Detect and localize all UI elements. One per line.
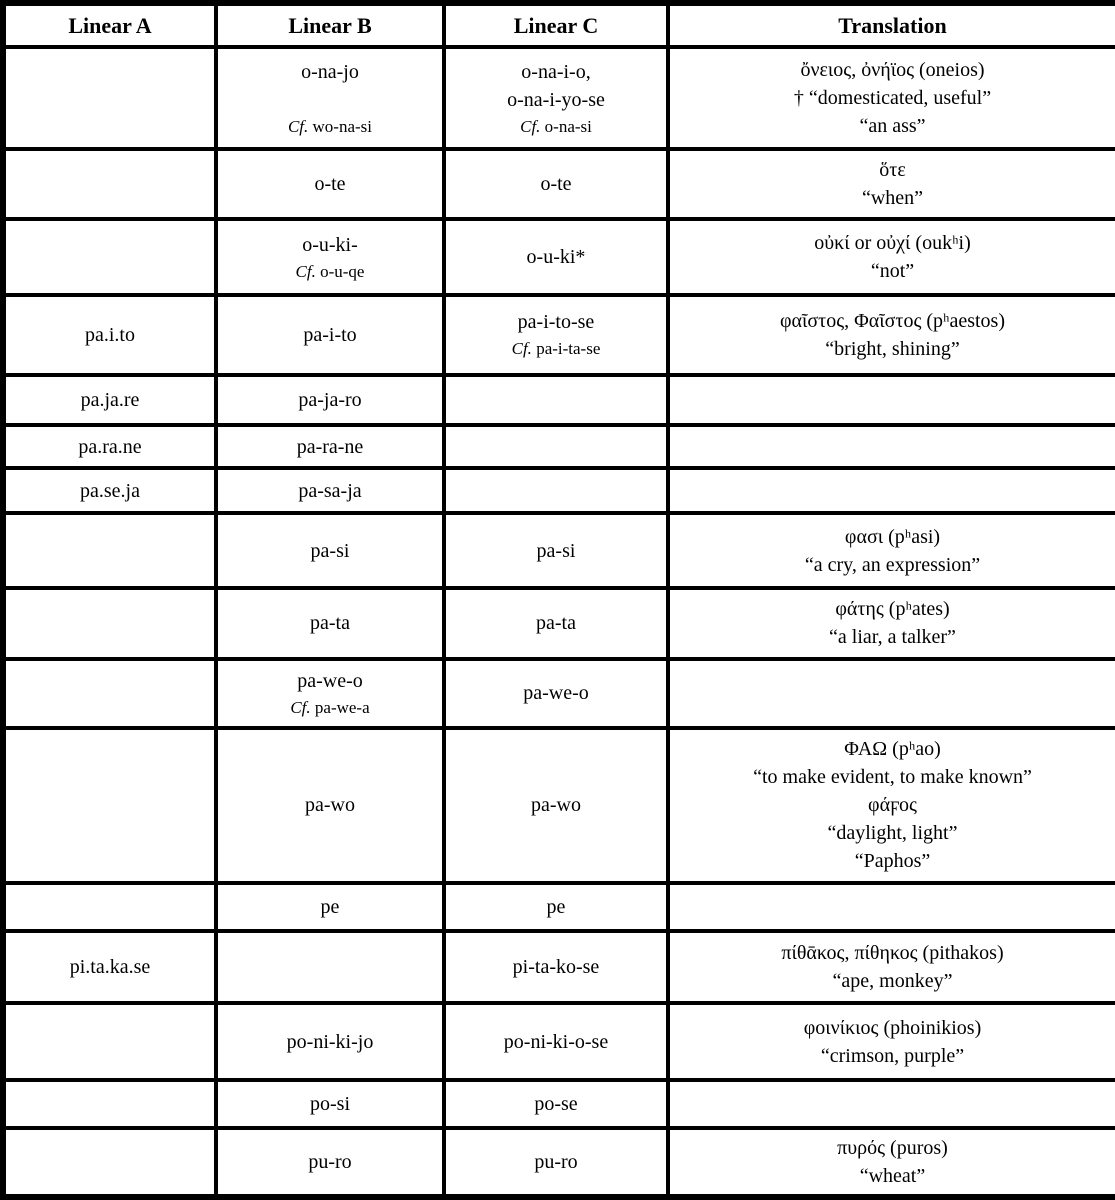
cell-line: pa-we-o [523,682,589,705]
cell-line: φοινίκιος (phoinikios) [803,1016,982,1039]
cell-linear-c [444,47,668,149]
cell-linear-c [444,883,668,931]
cell-line: πυρός (puros) [837,1136,948,1159]
table-row [3,883,1115,931]
table-row [3,931,1115,1003]
cell-translation [668,883,1115,931]
cell-linear-a [3,295,216,375]
cell-line: o-te [314,173,346,196]
cell-line: φαῖστος, Φαῖστος (pʰaestos) [780,309,1005,332]
cell-line: “an ass” [859,115,926,138]
column-header-linear-b: Linear B [216,3,444,47]
cell-line: ὄνειος, ὀνήϊος (oneios) [800,59,985,82]
cell-line: pu-ro [308,1150,352,1173]
cell-line: pa-ja-ro [298,388,362,411]
cell-line: “bright, shining” [825,337,960,360]
column-header-translation: Translation [668,3,1115,47]
table-row [3,468,1115,513]
cell-linear-b [216,219,444,294]
cell-line: pe [546,896,566,919]
cell-linear-a [3,149,216,219]
cell-line: pa.se.ja [80,479,140,502]
cell-line: pa-i-to-se [517,311,595,334]
cell-line: pa-sa-ja [298,479,362,502]
table-row [3,1003,1115,1079]
cell-linear-a [3,47,216,149]
cell-line: pa.i.to [85,323,135,346]
cell-line: pa-ta [536,612,576,635]
cell-linear-a [3,883,216,931]
cell-line: φάϝος [868,794,917,817]
cell-line: po-si [310,1092,350,1115]
cell-line: “wheat” [859,1164,926,1187]
cell-linear-c [444,659,668,728]
cell-line: “not” [870,260,915,283]
cell-linear-b [216,149,444,219]
table-row [3,149,1115,219]
cell-line: ΦΑΩ (pʰao) [844,738,941,761]
cell-linear-c [444,295,668,375]
cell-linear-b [216,425,444,468]
cell-line: pu-ro [534,1150,578,1173]
cell-linear-c [444,1003,668,1079]
cell-linear-b [216,1080,444,1128]
cell-translation [668,1003,1115,1079]
cell-line: φάτης (pʰates) [835,598,950,621]
cell-line: pa-we-o [297,669,363,692]
table-row [3,1080,1115,1128]
cell-linear-b [216,1003,444,1079]
cell-line: “to make evident, to make known” [753,766,1032,789]
cell-line: “Paphos” [854,850,931,873]
cell-line: pi-ta-ko-se [512,956,600,979]
cell-linear-b [216,931,444,1003]
cell-translation [668,425,1115,468]
cell-line: o-te [540,173,572,196]
cell-linear-a [3,659,216,728]
table-row [3,375,1115,425]
cell-linear-b [216,468,444,513]
table-row [3,425,1115,468]
cell-translation [668,728,1115,883]
cell-line: po-ni-ki-o-se [503,1030,609,1053]
cell-translation [668,1128,1115,1197]
table-body [3,47,1115,1197]
cf-label: Cf. [511,339,532,359]
cell-linear-b [216,47,444,149]
cell-line: o-na-i-o, [521,60,591,83]
table-row [3,47,1115,149]
cell-line: o-u-ki* [526,246,586,269]
cell-linear-c [444,468,668,513]
cell-linear-a [3,728,216,883]
cell-line: pa-ta [310,612,350,635]
cell-line: pa-wo [531,794,581,817]
cell-line: “ape, monkey” [832,970,953,993]
blank-line [222,86,438,114]
cell-linear-a [3,219,216,294]
cf-reference-line: Cf. pa-we-a [290,697,370,717]
cf-reference-line: Cf. o-u-qe [295,261,365,281]
cell-line: pa-si [536,539,576,562]
cell-linear-b [216,1128,444,1197]
cell-linear-b [216,728,444,883]
cell-linear-c [444,1080,668,1128]
cell-translation [668,588,1115,658]
cell-linear-c [444,219,668,294]
cell-linear-b [216,375,444,425]
cell-linear-c [444,1128,668,1197]
cell-translation [668,659,1115,728]
column-header-linear-a: Linear A [3,3,216,47]
cf-reference-line: Cf. pa-i-ta-se [511,339,601,359]
cell-linear-a [3,931,216,1003]
cell-translation [668,375,1115,425]
cell-linear-a [3,513,216,588]
cell-linear-c [444,149,668,219]
cell-linear-b [216,883,444,931]
table-row [3,659,1115,728]
cell-linear-b [216,295,444,375]
table-row [3,295,1115,375]
cell-translation [668,47,1115,149]
cell-linear-b [216,513,444,588]
table-row [3,1128,1115,1197]
cell-translation [668,149,1115,219]
cell-line: pa-wo [305,794,355,817]
cell-linear-c [444,931,668,1003]
cell-linear-c [444,375,668,425]
table-row [3,219,1115,294]
cell-line: pa-i-to [303,323,357,346]
cell-linear-a [3,588,216,658]
cell-linear-a [3,1003,216,1079]
cf-label: Cf. [520,116,541,136]
cell-line: “crimson, purple” [820,1044,965,1067]
cell-linear-c [444,425,668,468]
cell-translation [668,931,1115,1003]
cell-line: o-na-i-yo-se [507,88,605,111]
cell-translation [668,513,1115,588]
cf-label: Cf. [295,261,316,281]
cell-linear-a [3,375,216,425]
cell-translation [668,295,1115,375]
cell-line: “when” [861,187,924,210]
cf-label: Cf. [287,116,309,136]
cell-linear-c [444,513,668,588]
cell-line: † “domesticated, useful” [793,87,992,110]
cell-line: pa.ja.re [80,388,140,411]
cell-linear-b [216,659,444,728]
column-header-linear-c: Linear C [444,3,668,47]
cell-linear-c [444,588,668,658]
cell-linear-b [216,588,444,658]
cell-linear-a [3,1128,216,1197]
cf-reference-line: Cf. wo-na-si [287,116,373,136]
cell-line: “daylight, light” [827,822,958,845]
cell-line: pe [320,896,340,919]
cell-line: o-na-jo [301,60,359,83]
cell-line: pa-ra-ne [296,435,364,458]
table-row [3,588,1115,658]
cell-line: po-se [534,1092,578,1115]
table-header-row [3,3,1115,47]
cell-line: οὐκί or οὐχί (oukʰi) [814,232,971,255]
cell-line: pa.ra.ne [78,435,142,458]
cell-line: pi.ta.ka.se [69,956,151,979]
cell-linear-a [3,425,216,468]
cell-line: po-ni-ki-jo [286,1030,374,1053]
cell-translation [668,219,1115,294]
table-row [3,728,1115,883]
cell-line: o-u-ki- [302,233,358,256]
cell-translation [668,468,1115,513]
cf-reference-line: Cf. o-na-si [520,116,592,136]
cell-line: φασι (pʰasi) [844,525,941,548]
cell-line: pa-si [310,539,350,562]
cell-linear-a [3,1080,216,1128]
cell-line: ὅτε [879,159,906,182]
cell-linear-c [444,728,668,883]
table-row [3,513,1115,588]
cell-line: “a cry, an expression” [804,553,981,576]
cell-linear-a [3,468,216,513]
cell-line: πίθᾱκος, πίθηκος (pithakos) [781,942,1004,965]
cell-translation [668,1080,1115,1128]
cell-line: “a liar, a talker” [829,626,956,649]
cf-label: Cf. [290,697,311,717]
